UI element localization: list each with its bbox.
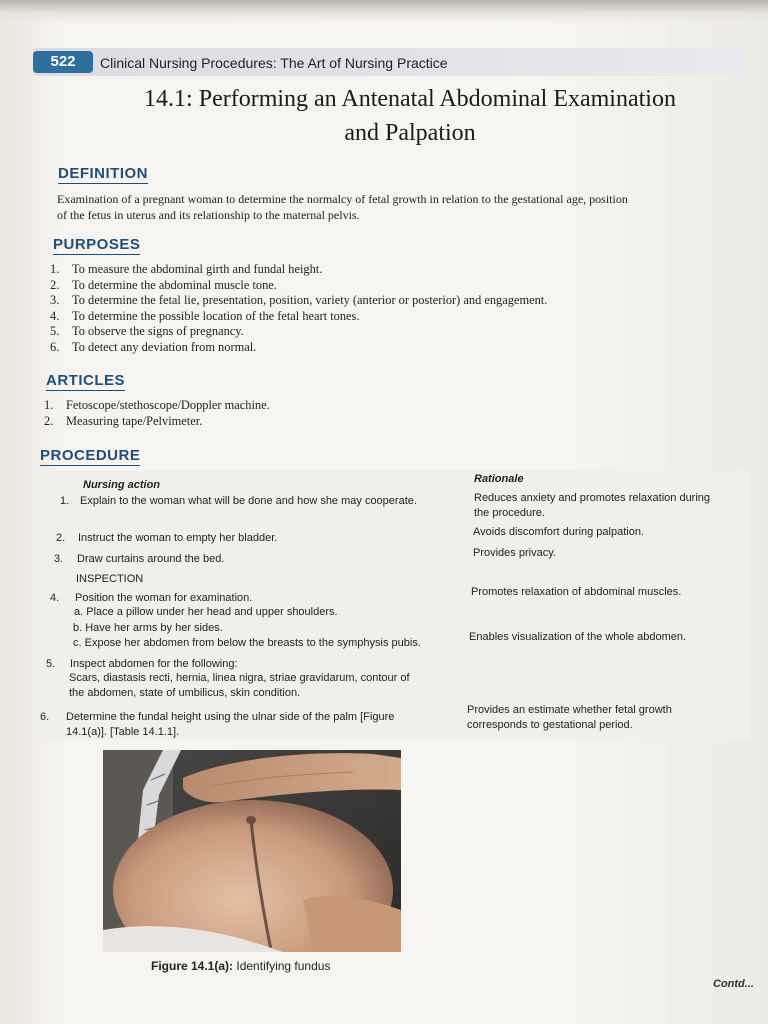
procedure-step-6: 6. Determine the fundal height using the ulnar side of the palm [Figure bbox=[40, 711, 395, 723]
procedure-step-4: 4. Position the woman for examination. bbox=[50, 592, 253, 604]
fundus-photo-illustration bbox=[103, 750, 401, 952]
procedure-step-3: 3. Draw curtains around the bed. bbox=[54, 553, 225, 565]
page-top-edge bbox=[0, 0, 768, 22]
list-item: 1. To measure the abdominal girth and fundal height. bbox=[50, 262, 323, 276]
purposes-heading: PURPOSES bbox=[53, 236, 141, 253]
page-number-badge: 522 bbox=[33, 51, 93, 73]
chapter-title-line2: and Palpation bbox=[344, 120, 476, 146]
nursing-action-header: Nursing action bbox=[83, 479, 161, 491]
list-item: 1. Fetoscope/stethoscope/Doppler machine. bbox=[44, 398, 270, 412]
articles-list bbox=[44, 398, 270, 429]
chapter-title bbox=[70, 82, 750, 150]
definition-text bbox=[57, 191, 752, 223]
running-title: Clinical Nursing Procedures: The Art of Nursing Practice bbox=[100, 55, 448, 71]
procedure-step-5: 5. Inspect abdomen for the following: bbox=[46, 658, 238, 670]
figure-caption bbox=[151, 959, 330, 973]
step5-detail-line2: the abdomen, state of umbilicus, skin condition. bbox=[69, 687, 301, 699]
definition-line1: Examination of a pregnant woman to determine the normalcy of fetal growth in relation to the gestational age, position bbox=[57, 192, 628, 206]
list-item: 2. Measuring tape/Pelvimeter. bbox=[44, 413, 203, 428]
rationale-1-line2: the procedure. bbox=[474, 507, 545, 519]
rationale-4: Promotes relaxation of abdominal muscles. bbox=[471, 586, 682, 598]
chapter-title-line1: 14.1: Performing an Antenatal Abdominal Examination bbox=[144, 86, 676, 112]
step5-detail-line1: Scars, diastasis recti, hernia, linea nigra, striae gravidarum, contour of bbox=[69, 672, 410, 684]
step4-sub-c: c. Expose her abdomen from below the breasts to the symphysis pubis. bbox=[73, 637, 421, 649]
rationale-6-line1: Provides an estimate whether fetal growth bbox=[467, 704, 672, 716]
figure-label: Figure 14.1(a): bbox=[151, 959, 234, 973]
definition-heading: DEFINITION bbox=[58, 165, 148, 182]
rationale-header: Rationale bbox=[474, 473, 524, 485]
rationale-3: Provides privacy. bbox=[473, 547, 556, 559]
definition-line2: of the fetus in uterus and its relationship to the maternal pelvis. bbox=[57, 208, 360, 222]
step6-line2: 14.1(a)]. [Table 14.1.1]. bbox=[66, 726, 180, 738]
continued-marker: Contd... bbox=[713, 978, 754, 990]
list-item: 3. To determine the fetal lie, presentation, position, variety (anterior or posterior) and engagement. bbox=[50, 293, 548, 307]
list-item: 6. To detect any deviation from normal. bbox=[50, 339, 257, 354]
rationale-5: Enables visualization of the whole abdomen. bbox=[469, 631, 687, 643]
procedure-heading: PROCEDURE bbox=[40, 447, 141, 464]
purposes-list bbox=[50, 262, 547, 355]
list-item: 2. To determine the abdominal muscle tone. bbox=[50, 277, 277, 292]
figure-caption-text: Identifying fundus bbox=[236, 959, 331, 973]
procedure-step-1: 1. Explain to the woman what will be done and how she may cooperate. bbox=[60, 495, 417, 507]
rationale-6-line2: corresponds to gestational period. bbox=[467, 719, 633, 731]
procedure-step-2: 2. Instruct the woman to empty her bladder. bbox=[56, 532, 278, 544]
rationale-1-line1: Reduces anxiety and promotes relaxation during bbox=[474, 492, 711, 504]
inspection-label: INSPECTION bbox=[76, 573, 144, 585]
list-item: 4. To determine the possible location of the fetal heart tones. bbox=[50, 308, 360, 323]
rationale-2: Avoids discomfort during palpation. bbox=[473, 526, 645, 538]
step4-sub-b: b. Have her arms by her sides. bbox=[73, 622, 223, 634]
step4-sub-a: a. Place a pillow under her head and upper shoulders. bbox=[74, 606, 338, 618]
list-item: 5. To observe the signs of pregnancy. bbox=[50, 324, 244, 338]
articles-heading: ARTICLES bbox=[46, 372, 125, 389]
figure-photo-fundus bbox=[103, 750, 401, 952]
